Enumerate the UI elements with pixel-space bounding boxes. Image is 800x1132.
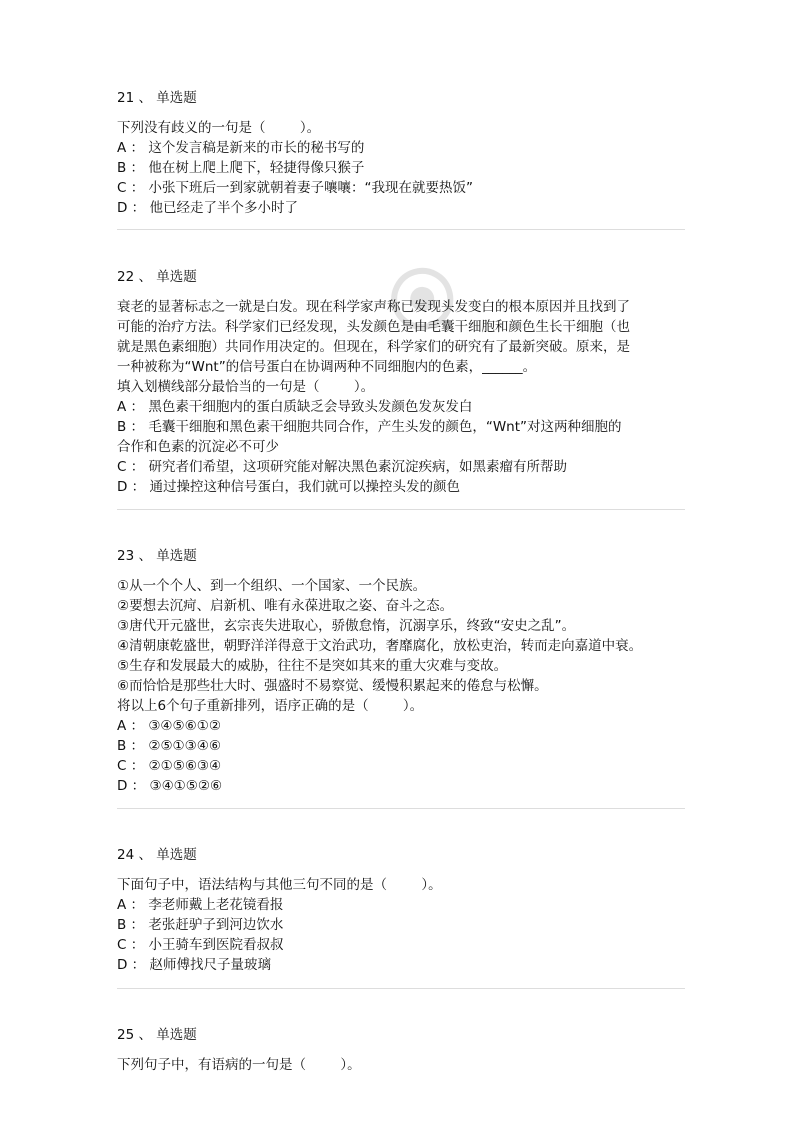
question-header: 24 、 单选题 (117, 847, 197, 863)
option-d[interactable]: D ： 赵师傅找尺子量玻璃 (117, 957, 271, 973)
question-stem-line: 下面句子中，语法结构与其他三句不同的是（ ）。 (117, 877, 442, 893)
question-stem-line: ①从一个个人、到一个组织、一个国家、一个民族。 (117, 578, 427, 594)
question-21 (117, 88, 685, 218)
question-stem-line: 下列句子中，有语病的一句是（ ）。 (117, 1057, 361, 1073)
option-a[interactable]: A ： 李老师戴上老花镜看报 (117, 897, 284, 913)
question-stem-line: 下列没有歧义的一句是（ ）。 (117, 120, 321, 136)
question-stem-line: ②要想去沉疴、启新机、唯有永葆进取之姿、奋斗之态。 (117, 598, 454, 614)
question-stem-line: ④清朝康乾盛世，朝野洋洋得意于文治武功，奢靡腐化，放松吏治，转而走向嘉道中衰。 (117, 638, 643, 654)
question-stem-line: 将以上6个句子重新排列，语序正确的是（ ）。 (117, 698, 424, 714)
option-b[interactable]: B ： 他在树上爬上爬下，轻捷得像只猴子 (117, 160, 365, 176)
question-25 (117, 1025, 685, 1075)
question-header: 21 、 单选题 (117, 90, 197, 106)
option-a[interactable]: A ： 这个发言稿是新来的市长的秘书写的 (117, 140, 365, 156)
question-stem-line: ⑥而恰恰是那些壮大时、强盛时不易察觉、缓慢积累起来的倦怠与松懈。 (117, 678, 548, 694)
question-stem-line: 就是黑色素细胞）共同作用决定的。但现在，科学家们的研究有了最新突破。原来，是 (117, 339, 630, 355)
question-divider (117, 229, 685, 230)
question-header: 22 、 单选题 (117, 269, 197, 285)
option-c[interactable]: C ： 小王骑车到医院看叔叔 (117, 937, 284, 953)
question-stem-line: 填入划横线部分最恰当的一句是（ ）。 (117, 379, 375, 395)
option-d[interactable]: D ： 通过操控这种信号蛋白，我们就可以操控头发的颜色 (117, 479, 460, 495)
question-stem-line: 衰老的显著标志之一就是白发。现在科学家声称已发现头发变白的根本原因并且找到了 (117, 299, 630, 315)
option-b[interactable]: B ： ②⑤①③④⑥ (117, 738, 221, 754)
question-divider (117, 988, 685, 989)
option-b-continued[interactable]: 合作和色素的沉淀必不可少 (117, 439, 279, 455)
question-24 (117, 845, 685, 975)
question-stem-line: ③唐代开元盛世，玄宗丧失进取心，骄傲怠惰，沉溺享乐，终致“安史之乱”。 (117, 618, 576, 634)
question-22 (117, 267, 685, 497)
option-b[interactable]: B ： 毛囊干细胞和黑色素干细胞共同合作，产生头发的颜色，“Wnt”对这两种细胞的 (117, 419, 622, 435)
option-c[interactable]: C ： ②①⑤⑥③④ (117, 758, 222, 774)
question-header: 23 、 单选题 (117, 548, 197, 564)
question-stem-line: ⑤生存和发展最大的威胁，往往不是突如其来的重大灾难与变故。 (117, 658, 508, 674)
question-divider (117, 509, 685, 510)
question-stem-line: 可能的治疗方法。科学家们已经发现，头发颜色是由毛囊干细胞和颜色生长干细胞（也 (117, 319, 630, 335)
question-header: 25 、 单选题 (117, 1027, 197, 1043)
option-c[interactable]: C ： 小张下班后一到家就朝着妻子嚷嚷：“我现在就要热饭” (117, 180, 473, 196)
option-a[interactable]: A ： 黑色素干细胞内的蛋白质缺乏会导致头发颜色发灰发白 (117, 399, 473, 415)
option-d[interactable]: D ： ③④①⑤②⑥ (117, 778, 223, 794)
option-a[interactable]: A ： ③④⑤⑥①② (117, 718, 221, 734)
option-b[interactable]: B ： 老张赶驴子到河边饮水 (117, 917, 284, 933)
option-c[interactable]: C ： 研究者们希望，这项研究能对解决黑色素沉淀疾病，如黑素瘤有所帮助 (117, 459, 568, 475)
question-23 (117, 546, 685, 796)
question-stem-line: 一种被称为“Wnt”的信号蛋白在协调两种不同细胞内的色素，______。 (117, 359, 537, 375)
question-divider (117, 808, 685, 809)
option-d[interactable]: D ： 他已经走了半个多小时了 (117, 200, 298, 216)
